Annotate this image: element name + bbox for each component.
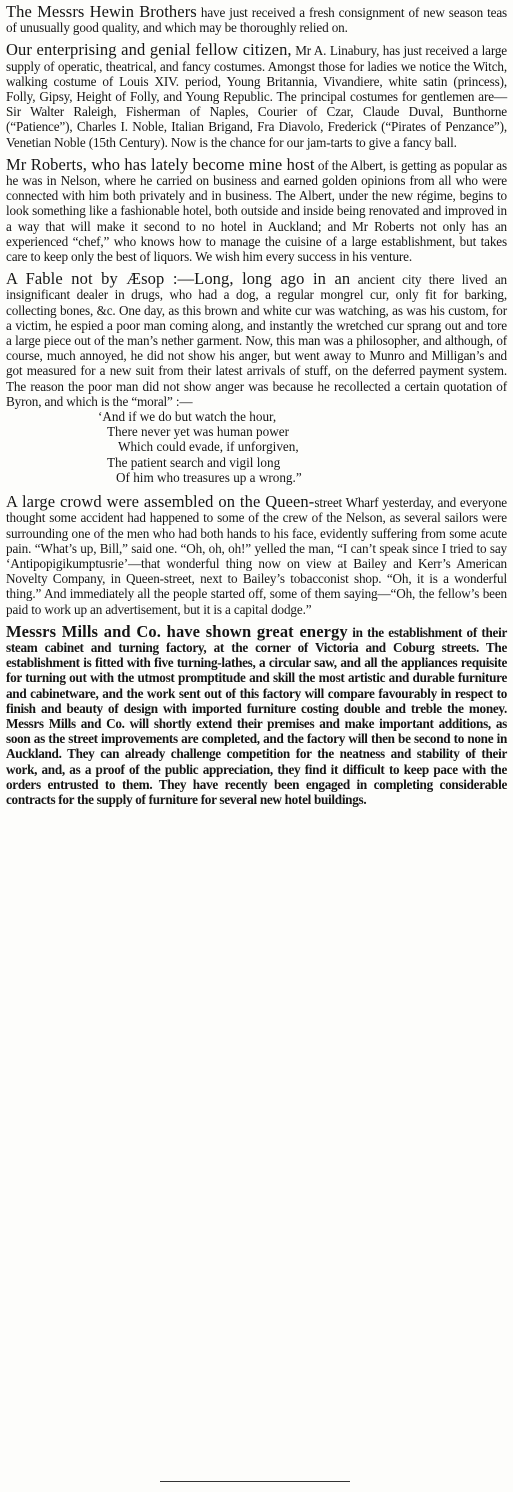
poem-line: Of him who treasures up a wrong.” (116, 469, 302, 485)
article-body: ancient city there lived an insignificant dealer in drugs, who had a dog, a regular mongrel cur, only fit for barking, collecting bones, &c. One day, as this brown and white cur was watching, as was his custom, for a victim, he espied a poor man coming along, and instantly the wretched cur sprang out and tore a large piece out of the man’s nether garment. Now, this man was a philosopher, and although, of course, much annoyed, he did not show his anger, but went away to Munro and Milligan’s and got measured for a new suit from their latest arrivals of stuff, on the deferred payment system. The reason the poor man did not show anger was because he recollected a certain quotation of Byron, and which is the “moral” :— (6, 272, 507, 409)
article-body: have just received a fresh consignment of new season teas of unusually good quality, and which may be thoroughly relied on. (6, 5, 507, 36)
article-lead: Mr Roberts, who has lately become mine host (6, 154, 315, 174)
article-roberts-albert (6, 154, 507, 265)
article-lead: The Messrs Hewin Brothers (6, 2, 197, 21)
byron-quotation (6, 409, 507, 485)
column-end-rule (160, 1481, 350, 1482)
poem-line: The patient search and vigil long (107, 454, 281, 470)
poem-line: There never yet was human power (107, 424, 289, 440)
article-linabury-costumes (6, 42, 507, 149)
poem-line: Which could evade, if unforgiven, (118, 439, 299, 455)
article-body: of the Albert, is getting as popular as he was in Nelson, where he carried on business and earned golden opinions from all who were connected with him both privately and in business. The Albert, under the new régime, begins to look something like a fashionable hotel, both outside and inside being renovated and improved in a way that will make it second to no hotel in Auckland; and Mr Roberts not only has an experienced “chef,” who knows how to manage the cuisine of a large establishment, but takes care to keep only the best of liquors. We wish him every success in his venture. (6, 157, 507, 265)
article-lead: Messrs Mills and Co. have shown great energy (6, 621, 348, 641)
article-fable (6, 271, 507, 409)
article-lead: A Fable not by Æsop :—Long, long ago in an (6, 269, 351, 289)
article-body: in the establishment of their steam cabinet and turning factory, at the corner of Victoria and Coburg streets. The establishment is fitted with five turning-lathes, a circular saw, and all the appliances requisite for turning out with the utmost promptitude and skill the most artistic and durable furniture and cabinetware, and the work sent out of this factory will compare favourably in respect to finish and beauty of design with imported furniture costing double and treble the money. Messrs Mills and Co. will shortly extend their premises and make important additions, as soon as the street improvements are completed, and the factory will then be second to none in Auckland. They can already challenge competition for the neatness and stability of their work, and, as a proof of the public appreciation, they find it difficult to keep pace with the orders entrusted to them. They have recently been engaged in completing considerable contracts for the supply of furniture for several new hotel buildings. (6, 624, 507, 807)
article-hewin-brothers (6, 4, 507, 35)
article-mills-and-co (6, 621, 507, 807)
article-body: Mr A. Linabury, has just received a large supply of operatic, theatrical, and fancy costumes. Amongst those for ladies we notice the Witch, walking costume of Louis XIV. period, Young Britannia, Vivandiere, white satin (princess), Folly, Gipsy, Height of Folly, and Young Republic. The principal costumes for gentlemen are—Sir Walter Raleigh, Fisherman of Naples, Courier of Czar, Claude Duval, Bunthorne (“Patience”), Charles I. Noble, Italian Brigand, Fra Diavolo, Frederick (“Pirates of Penzance”), Venetian Noble (15th Century). Now is the chance for our jam-tarts to give a fancy ball. (6, 43, 507, 150)
article-lead: A large crowd were assembled on the Queen- (6, 492, 315, 512)
article-body: street Wharf yesterday, and everyone thought some accident had happened to some of the crew of the Nelson, as several sailors were surrounding one of the men who had both hands to his face, evidently suffering from some acute pain. “What’s up, Bill,” said one. “Oh, oh, oh!” yelled the man, “I can’t speak since I tried to say ‘Antipopigikumptusrie’—that wonderful thing now on view at Bailey and Kerr’s American Novelty Company, in Queen-street, next to Bailey’s tobacconist shop. “Oh, it is a wonderful thing.” And immediately all the people started off, some of them saying—“Oh, the fellow’s been paid to work up an advertisement, but it is a capital dodge.” (6, 495, 507, 617)
article-lead: Our enterprising and genial fellow citizen, (6, 40, 292, 60)
poem-line: ‘And if we do but watch the hour, (98, 409, 277, 425)
article-queen-street-wharf (6, 494, 507, 617)
newspaper-column (6, 4, 507, 814)
